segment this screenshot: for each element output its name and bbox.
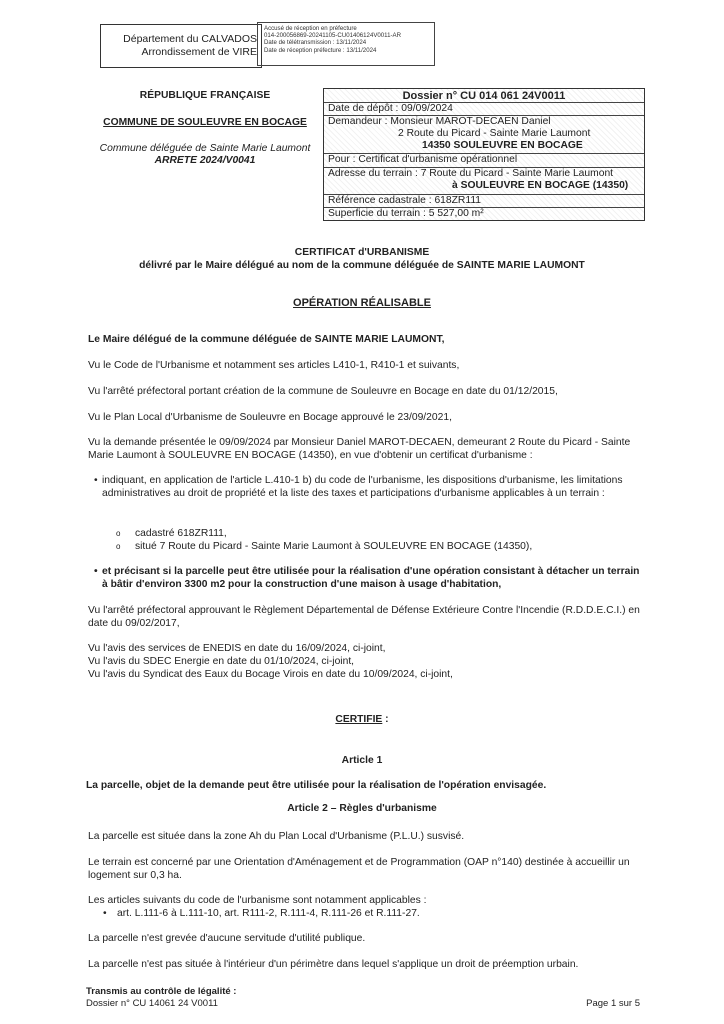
applicant <box>324 115 644 153</box>
land-area: Superficie du terrain : 5 527,00 m² <box>324 207 644 221</box>
stamp-line: Date de réception préfecture : 13/11/2024 <box>264 46 377 54</box>
cadastral-reference: Référence cadastrale : 618ZR111 <box>324 194 644 207</box>
prefecture-header <box>123 33 257 59</box>
certificate-title: CERTIFICAT d'URBANISME <box>294 247 430 258</box>
arrete-number: ARRETE 2024/V0041 <box>154 155 256 166</box>
articles-intro: Les articles suivants du code de l'urbanisme sont notamment applicables : <box>88 895 427 906</box>
applicant-street: 2 Route du Picard - Sainte Marie Laumont <box>398 128 591 139</box>
sub-bullet-marker: o <box>116 529 121 538</box>
dossier-number: Dossier n° CU 014 061 24V0011 <box>402 90 566 102</box>
bullet-marker: • <box>94 566 98 577</box>
delegated-commune: Commune déléguée de Sainte Marie Laumont <box>99 143 311 154</box>
mayor-statement: Le Maire délégué de la commune déléguée de SAINTE MARIE LAUMONT, <box>88 334 445 345</box>
visa-syndicat: Vu l'avis du Syndicat des Eaux du Bocage Virois en date du 10/09/2024, ci-joint, <box>88 669 453 680</box>
bullet-text: indiquant, en application de l'article L.410-1 b) du code de l'urbanisme, les dispositions d'urbanisme, les limitations administratives au droit de propriété et la liste des taxes et participations d'urbanisme applicables à un terrain : <box>102 475 623 499</box>
sub-bullet-text: situé 7 Route du Picard - Sainte Marie Laumont à SOULEUVRE EN BOCAGE (14350), <box>135 541 533 552</box>
land-address <box>324 167 644 194</box>
certifie-heading <box>0 714 724 725</box>
bullet-item <box>94 565 640 591</box>
land-address-line2: à SOULEUVRE EN BOCAGE (14350) <box>452 180 629 191</box>
stamp-line: Date de télétransmission : 13/11/2024 <box>264 39 367 47</box>
visa-plu: Vu le Plan Local d'Urbanisme de Souleuvre en Bocage approuvé le 23/09/2021, <box>88 412 452 423</box>
certificate-issuer: délivré par le Maire délégué au nom de la commune déléguée de SAINTE MARIE LAUMONT <box>139 260 585 271</box>
bullet-marker: • <box>94 475 98 486</box>
deposit-date: Date de dépôt : 09/09/2024 <box>324 102 644 115</box>
dossier-box <box>323 88 645 221</box>
applicant-city: 14350 SOULEUVRE EN BOCAGE <box>422 140 583 151</box>
sub-bullet-text: cadastré 618ZR111, <box>135 528 227 539</box>
operation-status: OPÉRATION RÉALISABLE <box>293 297 431 309</box>
republic-heading: RÉPUBLIQUE FRANÇAISE <box>139 90 271 101</box>
sub-bullet-marker: o <box>116 542 121 551</box>
article1-text: La parcelle, objet de la demande peut être utilisée pour la réalisation de l'opération envisagée. <box>86 780 547 791</box>
article2-heading: Article 2 – Règles d'urbanisme <box>287 803 437 814</box>
servitude-text: La parcelle n'est grevée d'aucune servitude d'utilité publique. <box>88 933 366 944</box>
commune-heading: COMMUNE DE SOULEUVRE EN BOCAGE <box>103 117 307 128</box>
articles-list-item <box>103 907 640 920</box>
reception-stamp <box>257 22 435 66</box>
sub-bullet-item <box>116 527 640 540</box>
oap-text: Le terrain est concerné par une Orientation d'Aménagement et de Programmation (OAP n°140) destinée à accueillir un logement sur 0,3 ha. <box>88 857 630 881</box>
land-address-line1: Adresse du terrain : 7 Route du Picard - Sainte Marie Laumont <box>328 168 614 179</box>
visa-prefectoral: Vu l'arrêté préfectoral portant création de la commune de Souleuvre en Bocage en date du 01/12/2015, <box>88 386 558 397</box>
articles-list: art. L.111-6 à L.111-10, art. R111-2, R.111-4, R.111-26 et R.111-27. <box>117 908 420 919</box>
footer-dossier: Dossier n° CU 14061 24 V0011 <box>86 998 218 1009</box>
stamp-line: Accusé de réception en préfecture <box>264 25 357 32</box>
page-number: Page 1 sur 5 <box>586 998 640 1009</box>
bullet-text: et précisant si la parcelle peut être utilisée pour la réalisation d'une opération consistant à détacher un terrain à bâtir d'environ 3300 m2 pour la construction d'une maison à usage d'habitation, <box>102 566 640 590</box>
zone-text: La parcelle est située dans la zone Ah du Plan Local d'Urbanisme (P.L.U.) susvisé. <box>88 831 465 842</box>
article1-heading: Article 1 <box>341 755 383 766</box>
prefecture-box <box>100 24 262 68</box>
sub-bullet-item <box>116 540 640 553</box>
visa-rddeci: Vu l'arrêté préfectoral approuvant le Règlement Départemental de Défense Extérieure Contre l'Incendie (R.D.D.E.C.I.) en date du 09/02/2017, <box>88 605 640 629</box>
certifie-colon: : <box>382 714 389 725</box>
arrondissement-name: Arrondissement de VIRE <box>141 46 257 58</box>
footer-transmission: Transmis au contrôle de légalité : <box>86 986 237 997</box>
department-name: Département du CALVADOS <box>123 33 257 45</box>
bullet-item <box>94 474 640 500</box>
visa-request: Vu la demande présentée le 09/09/2024 par Monsieur Daniel MAROT-DECAEN, demeurant 2 Route du Picard - Sainte Marie Laumont à SOULEUVRE EN BOCAGE (14350), en vue d'obtenir un certificat d'urbanisme : <box>88 437 631 461</box>
certifie-word: CERTIFIE <box>335 714 383 725</box>
request-purpose: Pour : Certificat d'urbanisme opérationnel <box>324 153 644 167</box>
bullet-marker: • <box>103 908 107 919</box>
preemption-text: La parcelle n'est pas située à l'intérieur d'un périmètre dans lequel s'applique un droit de préemption urbain. <box>88 959 579 970</box>
applicant-name: Demandeur : Monsieur MAROT-DECAEN Daniel <box>328 116 551 127</box>
visa-enedis: Vu l'avis des services de ENEDIS en date du 16/09/2024, ci-joint, <box>88 643 386 654</box>
stamp-line: 014-200056869-20241105-CU01406124V0011-AR <box>264 32 401 40</box>
visa-sdec: Vu l'avis du SDEC Energie en date du 01/10/2024, ci-joint, <box>88 656 355 667</box>
visa-code: Vu le Code de l'Urbanisme et notamment ses articles L410-1, R410-1 et suivants, <box>88 360 460 371</box>
